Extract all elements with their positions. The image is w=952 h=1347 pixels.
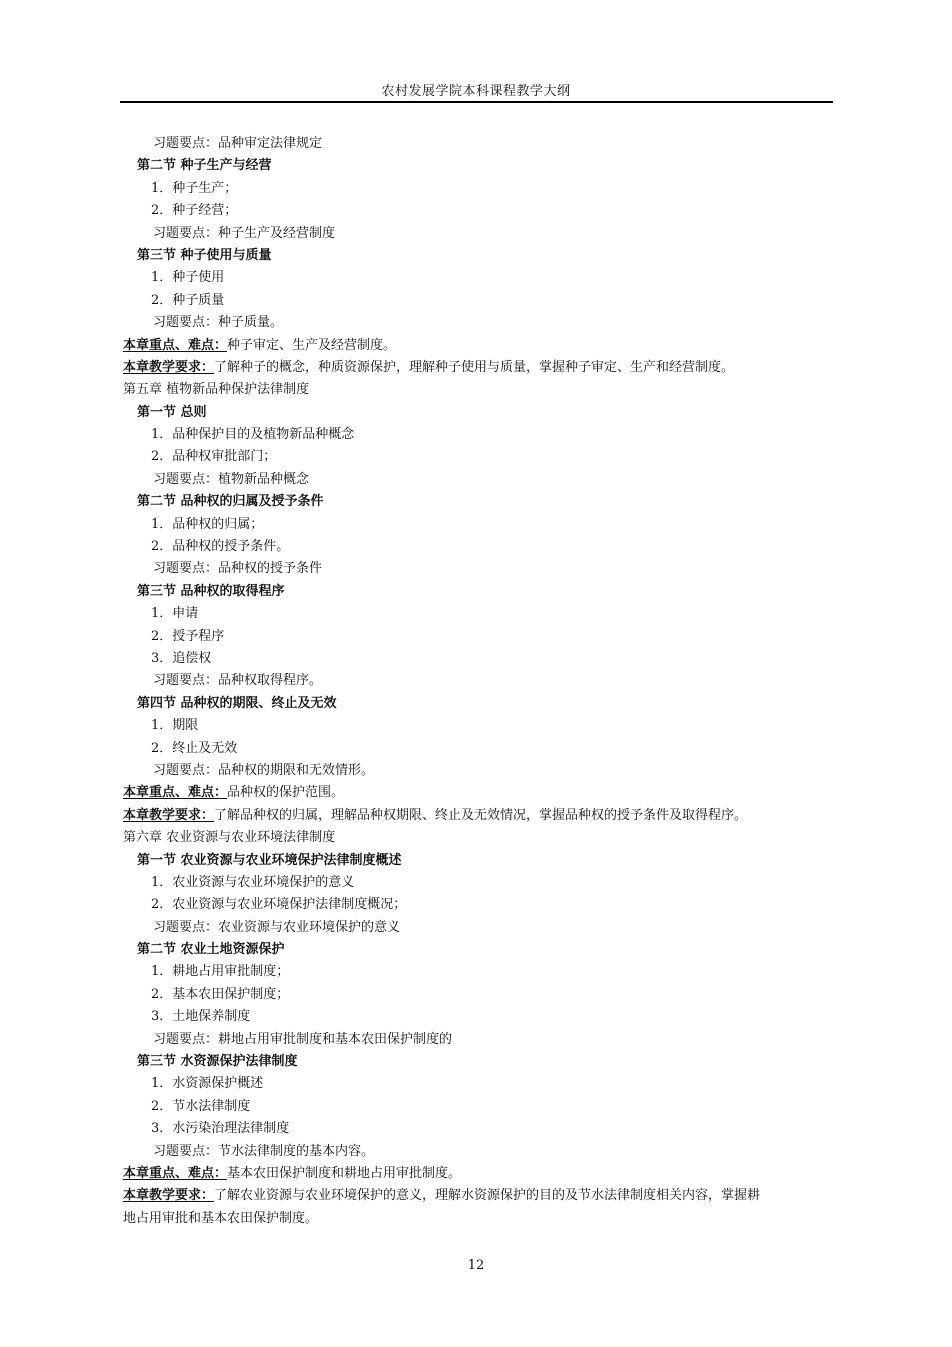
chapter-heading: 第五章 植物新品种保护法律制度: [123, 382, 310, 398]
emphasis-label: 本章教学要求：: [123, 359, 215, 375]
section-heading: 第三节 水资源保护法律制度: [137, 1054, 298, 1070]
chapter-requirements: [123, 357, 831, 379]
section-heading: 第二节 种子生产与经营: [137, 158, 272, 174]
section-heading: 第三节 品种权的取得程序: [137, 583, 285, 599]
exercise-point: 习题要点：品种审定法律规定: [153, 136, 323, 151]
emphasis-label: 本章重点、难点：: [123, 785, 228, 801]
document-body: [123, 133, 831, 1230]
emphasis-label: 本章重点、难点：: [123, 337, 228, 353]
chapter-heading: 第六章 农业资源与农业环境法律制度: [123, 830, 336, 846]
list-item: 2．品种权审批部门；: [151, 449, 277, 465]
emphasis-label: 本章教学要求：: [123, 807, 215, 823]
list-item: 1．申请: [151, 606, 199, 622]
list-item: 1．期限: [151, 718, 199, 734]
exercise-point: 习题要点：农业资源与农业环境保护的意义: [153, 919, 401, 935]
list-item: 2．终止及无效: [151, 740, 238, 756]
list-item: 2．授予程序: [151, 628, 225, 644]
list-item: 2．农业资源与农业环境保护法律制度概况；: [151, 897, 407, 913]
continuation-text: 地占用审批和基本农田保护制度。: [123, 1210, 319, 1226]
chapter-requirements: [123, 1185, 831, 1207]
exercise-point: 习题要点：种子质量。: [153, 315, 284, 331]
list-item: 2．种子经营；: [151, 203, 238, 219]
emphasis-text: 了解农业资源与农业环境保护的意义，理解水资源保护的目的及节水法律制度相关内容，掌握耕: [214, 1188, 761, 1204]
chapter-key-points: [123, 782, 831, 804]
list-item: 2．节水法律制度: [151, 1098, 251, 1114]
emphasis-text: 了解种子的概念，种质资源保护，理解种子使用与质量，掌握种子审定、生产和经营制度。: [214, 359, 735, 375]
chapter-key-points: [123, 1163, 831, 1185]
list-item: 1．品种权的归属；: [151, 516, 264, 532]
list-item: 1．水资源保护概述: [151, 1076, 264, 1092]
list-item: 2．基本农田保护制度；: [151, 986, 290, 1002]
section-heading: 第一节 总则: [137, 404, 207, 420]
exercise-point: 习题要点：品种权的授予条件: [153, 561, 323, 577]
chapter-key-points: [123, 335, 831, 357]
list-item: 1．品种保护目的及植物新品种概念: [151, 427, 355, 443]
emphasis-text: 了解品种权的归属，理解品种权期限、终止及无效情况，掌握品种权的授予条件及取得程序。: [214, 807, 748, 823]
section-heading: 第一节 农业资源与农业环境保护法律制度概述: [137, 852, 402, 868]
list-item: 1．农业资源与农业环境保护的意义: [151, 874, 355, 890]
list-item: 3．土地保养制度: [151, 1009, 251, 1025]
list-item: 1．耕地占用审批制度；: [151, 964, 290, 980]
section-heading: 第三节 种子使用与质量: [137, 247, 272, 263]
list-item: 1．种子生产；: [151, 180, 238, 196]
page-number: 12: [467, 1258, 485, 1273]
emphasis-text: 种子审定、生产及经营制度。: [227, 337, 397, 353]
emphasis-label: 本章重点、难点：: [123, 1165, 228, 1181]
exercise-point: 习题要点：耕地占用审批制度和基本农田保护制度的: [153, 1031, 453, 1047]
section-heading: 第二节 农业土地资源保护: [137, 942, 285, 958]
header-title: 农村发展学院本科课程教学大纲: [381, 84, 571, 99]
exercise-point: 习题要点：品种权的期限和无效情形。: [153, 762, 375, 778]
list-item: 1．种子使用: [151, 270, 225, 286]
list-item: 3．追偿权: [151, 650, 212, 666]
exercise-point: 习题要点：节水法律制度的基本内容。: [153, 1143, 375, 1159]
list-item: 2．品种权的授予条件。: [151, 539, 290, 555]
section-heading: 第二节 品种权的归属及授予条件: [137, 494, 324, 510]
section-heading: 第四节 品种权的期限、终止及无效: [137, 695, 337, 711]
header-rule: [120, 101, 833, 103]
list-item: 2．种子质量: [151, 292, 225, 308]
exercise-point: 习题要点：植物新品种概念: [153, 471, 310, 487]
list-item: 3．水污染治理法律制度: [151, 1121, 290, 1137]
exercise-point: 习题要点：品种权取得程序。: [153, 673, 323, 689]
emphasis-text: 品种权的保护范围。: [227, 785, 345, 801]
chapter-requirements: [123, 805, 831, 827]
exercise-point: 习题要点：种子生产及经营制度: [153, 225, 336, 241]
emphasis-label: 本章教学要求：: [123, 1188, 215, 1204]
emphasis-text: 基本农田保护制度和耕地占用审批制度。: [227, 1165, 462, 1181]
